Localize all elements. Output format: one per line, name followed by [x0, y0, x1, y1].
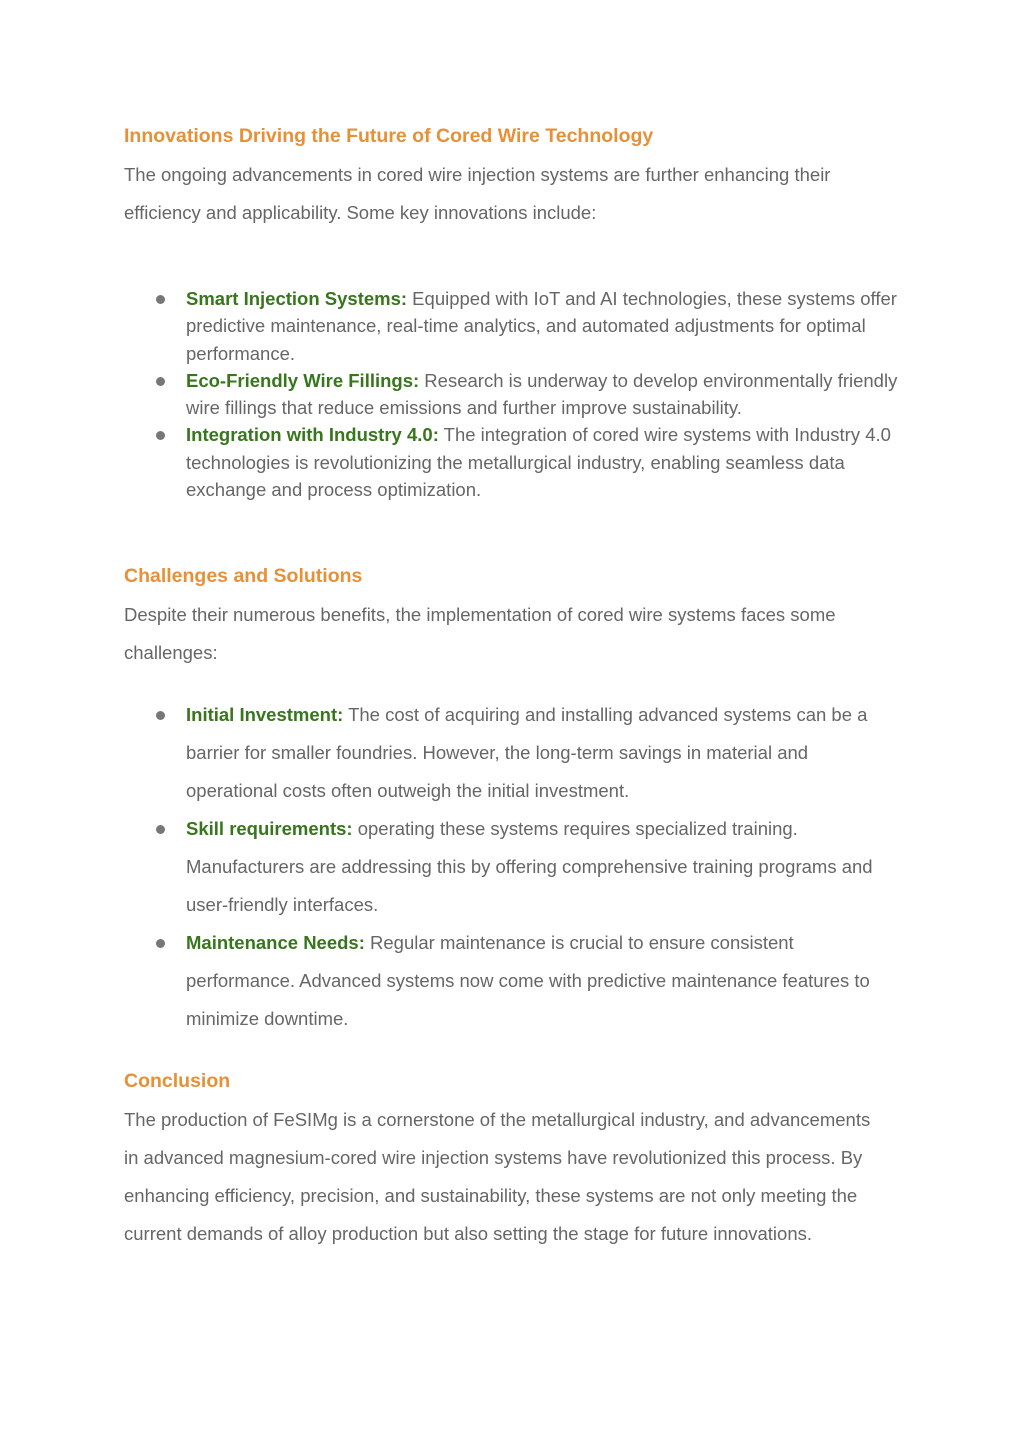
- bullet-icon: [156, 825, 165, 834]
- list-item: [124, 421, 904, 503]
- section-heading-challenges: Challenges and Solutions: [124, 565, 363, 587]
- bullet-icon: [156, 377, 165, 386]
- list-item-term: Eco-Friendly Wire Fillings:: [186, 369, 420, 391]
- section-heading-innovations: Innovations Driving the Future of Cored Wire Technology: [124, 125, 654, 147]
- list-item: [124, 924, 904, 1038]
- section-intro-challenges: Despite their numerous benefits, the implementation of cored wire systems faces some challenges:: [124, 604, 836, 663]
- bullet-icon: [156, 711, 165, 720]
- section-heading-conclusion: Conclusion: [124, 1070, 231, 1092]
- list-item-term: Maintenance Needs:: [186, 932, 365, 953]
- bullet-icon: [156, 939, 165, 948]
- list-item-text: The integration of cored wire systems with Industry 4.0 technologies is revolutionizing the metallurgical industry, enabling seamless data exchange and process optimization.: [186, 424, 891, 501]
- list-item-text: operating these systems requires specialized training. Manufacturers are addressing this by offering comprehensive training programs and user-friendly interfaces.: [186, 818, 873, 915]
- list-item-text: Equipped with IoT and AI technologies, these systems offer predictive maintenance, real-time analytics, and automated adjustments for optimal performance.: [186, 288, 897, 364]
- list-item-text: Regular maintenance is crucial to ensure consistent performance. Advanced systems now come with predictive maintenance features to minimize downtime.: [186, 932, 870, 1029]
- bullet-icon: [156, 431, 165, 440]
- list-item-term: Integration with Industry 4.0:: [186, 424, 439, 446]
- list-item: [124, 285, 904, 367]
- bullet-icon: [156, 295, 165, 304]
- innovations-list: [124, 285, 904, 503]
- conclusion-body: The production of FeSIMg is a cornerstone of the metallurgical industry, and advancements in advanced magnesium-cored wire injection systems have revolutionized this process. By enhancing efficiency, precision, and sustainability, these systems are not only meeting the current demands of alloy production but also setting the stage for future innovations.: [124, 1109, 871, 1244]
- list-item-text: Research is underway to develop environmentally friendly wire fillings that reduce emissions and further improve sustainability.: [186, 369, 898, 419]
- list-item-term: Smart Injection Systems:: [186, 288, 408, 309]
- list-item: [124, 367, 904, 422]
- section-intro-innovations: The ongoing advancements in cored wire injection systems are further enhancing their efficiency and applicability. Some key innovations include:: [124, 164, 831, 223]
- list-item-text: The cost of acquiring and installing advanced systems can be a barrier for smaller foundries. However, the long-term savings in material and operational costs often outweigh the initial investment.: [186, 704, 868, 801]
- list-item-term: Skill requirements:: [186, 818, 353, 839]
- challenges-list: [124, 696, 904, 1038]
- list-item: [124, 696, 904, 810]
- list-item: [124, 810, 904, 924]
- list-item-term: Initial Investment:: [186, 704, 344, 725]
